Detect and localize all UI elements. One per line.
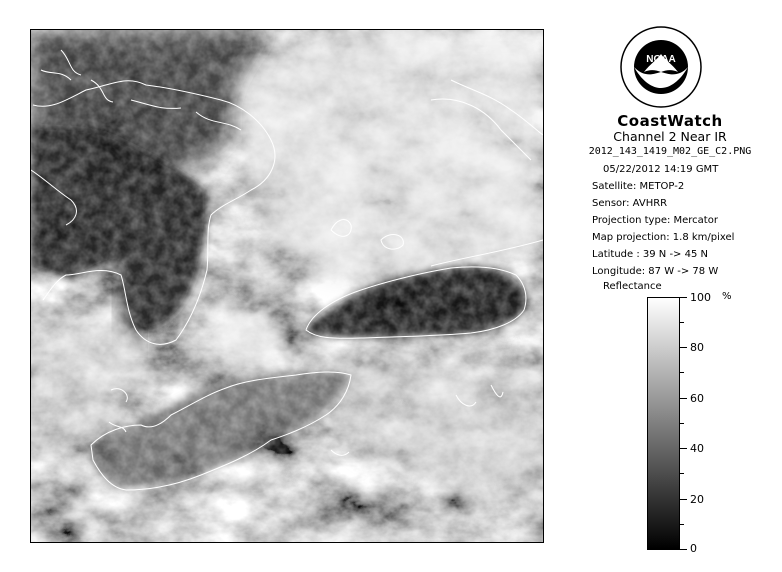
map-projection-label: Map projection: 1.8 km/pixel [592, 232, 735, 243]
colorbar-minor-tick [680, 322, 684, 323]
noaa-logo-icon [620, 26, 702, 108]
colorbar-tick [680, 549, 687, 550]
colorbar-tick [680, 297, 687, 298]
app-title: CoastWatch [617, 112, 723, 130]
colorbar-tick-label: 60 [690, 392, 704, 405]
colorbar-tick [680, 499, 687, 500]
colorbar-tick-label: 20 [690, 493, 704, 506]
projection-type-label: Projection type: Mercator [592, 215, 718, 226]
colorbar-tick [680, 448, 687, 449]
colorbar-tick [680, 398, 687, 399]
colorbar-minor-tick [680, 423, 684, 424]
satellite-map [30, 29, 544, 543]
longitude-label: Longitude: 87 W -> 78 W [592, 266, 719, 277]
colorbar-minor-tick [680, 473, 684, 474]
cloud-speckle [31, 30, 543, 542]
filename-label: 2012_143_1419_M02_GE_C2.PNG [588, 146, 752, 157]
colorbar-tick-label: 0 [690, 542, 697, 555]
colorbar-tick-label: 80 [690, 341, 704, 354]
logo-text: NOAA [646, 54, 676, 65]
date-time: 05/22/2012 14:19 GMT [603, 164, 719, 175]
colorbar-unit: % [722, 291, 732, 302]
colorbar-minor-tick [680, 372, 684, 373]
map-image [31, 30, 543, 542]
colorbar-tick-label: 100 [690, 291, 711, 304]
satellite-label: Satellite: METOP-2 [592, 181, 685, 192]
colorbar-minor-tick [680, 524, 684, 525]
colorbar-tick-label: 40 [690, 442, 704, 455]
legend-title: Reflectance [603, 281, 662, 292]
channel-label: Channel 2 Near IR [613, 129, 727, 144]
latitude-label: Latitude : 39 N -> 45 N [592, 249, 708, 260]
colorbar-tick [680, 347, 687, 348]
sensor-label: Sensor: AVHRR [592, 198, 668, 209]
reflectance-colorbar [647, 297, 680, 550]
